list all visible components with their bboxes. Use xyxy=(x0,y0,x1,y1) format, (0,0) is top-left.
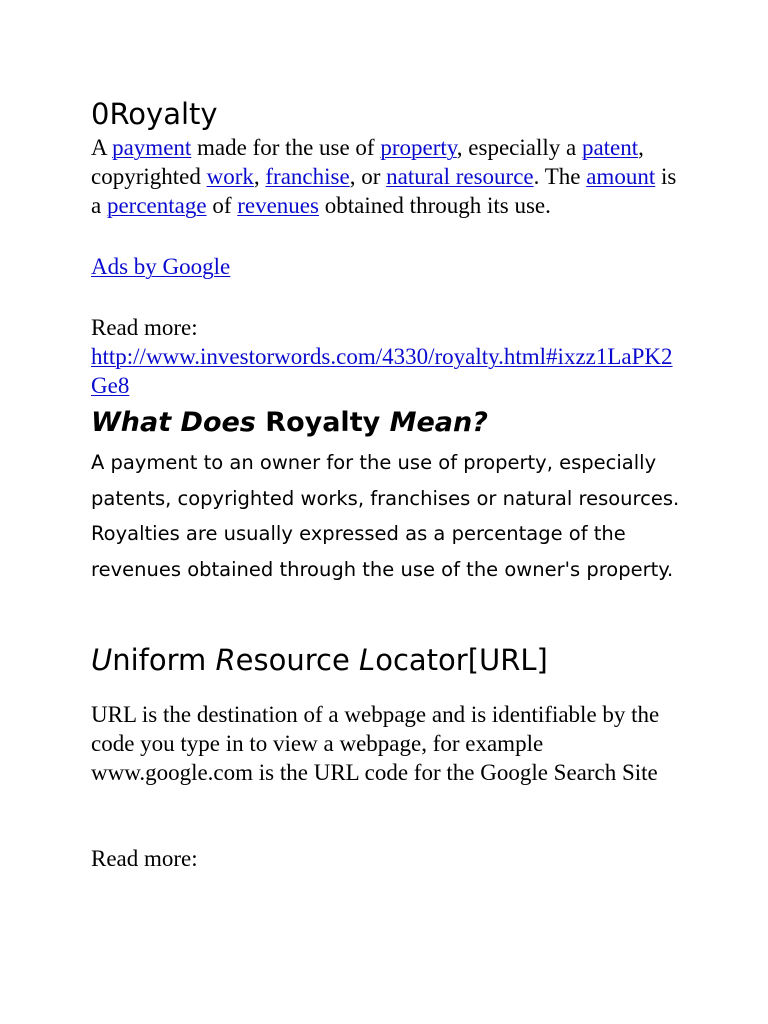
definition-link[interactable]: percentage xyxy=(106,193,207,218)
definition-text: is a xyxy=(91,164,677,218)
royalty-heading: 0Royalty xyxy=(91,97,218,131)
url-heading-esource: esource xyxy=(235,643,360,677)
definition-link[interactable]: work xyxy=(206,164,254,189)
url-heading xyxy=(91,640,548,680)
url-heading-niform: niform xyxy=(112,643,216,677)
definition-text: made for the use of xyxy=(191,135,381,160)
definition-link[interactable]: natural resource xyxy=(386,164,534,189)
read-more-url-link[interactable]: http://www.investorwords.com/4330/royalty.html#ixzz1LaPK2Ge8 xyxy=(91,344,673,398)
heading-italic-mean: Mean? xyxy=(389,407,488,438)
definition-text: , or xyxy=(349,164,387,189)
definition-text: , xyxy=(253,164,266,189)
url-heading-letter-u: U xyxy=(91,643,113,677)
heading-italic-what-does: What Does xyxy=(91,407,256,438)
url-heading-ocator: ocator[URL] xyxy=(375,643,548,677)
what-does-royalty-mean-heading xyxy=(91,405,488,441)
definition-link[interactable]: patent xyxy=(581,135,639,160)
heading-royalty-word: Royalty xyxy=(255,407,390,438)
definition-link[interactable]: property xyxy=(380,135,457,160)
royalty-meaning-paragraph: A payment to an owner for the use of property, especially patents, copyrighted works, franchises or natural resources. Royalties are usually expressed as a percentage of the revenues obtained through the use of the owner's property. xyxy=(91,451,680,581)
definition-link[interactable]: payment xyxy=(112,135,192,160)
definition-text: A xyxy=(91,135,113,160)
definition-text: . The xyxy=(533,164,587,189)
read-more-url-line xyxy=(91,342,681,400)
url-heading-letter-r: R xyxy=(215,643,236,677)
definition-link[interactable]: revenues xyxy=(237,193,319,218)
definition-link[interactable]: amount xyxy=(586,164,656,189)
ads-line xyxy=(91,252,230,281)
url-definition-paragraph: URL is the destination of a webpage and is identifiable by the code you type in to view a webpage, for example www.google.com is the URL code for the Google Search Site xyxy=(91,702,660,785)
ads-by-google-link[interactable]: Ads by Google xyxy=(91,254,231,279)
definition-text: , especially a xyxy=(456,135,582,160)
definition-text: , copyrighted xyxy=(91,135,644,189)
definition-text: of xyxy=(206,193,238,218)
definition-link[interactable]: franchise xyxy=(265,164,350,189)
read-more-label: Read more: xyxy=(91,315,198,340)
definition-text: obtained through its use. xyxy=(318,193,551,218)
royalty-definition xyxy=(91,133,681,220)
url-heading-letter-l: L xyxy=(359,643,376,677)
read-more-label-2: Read more: xyxy=(91,846,198,871)
